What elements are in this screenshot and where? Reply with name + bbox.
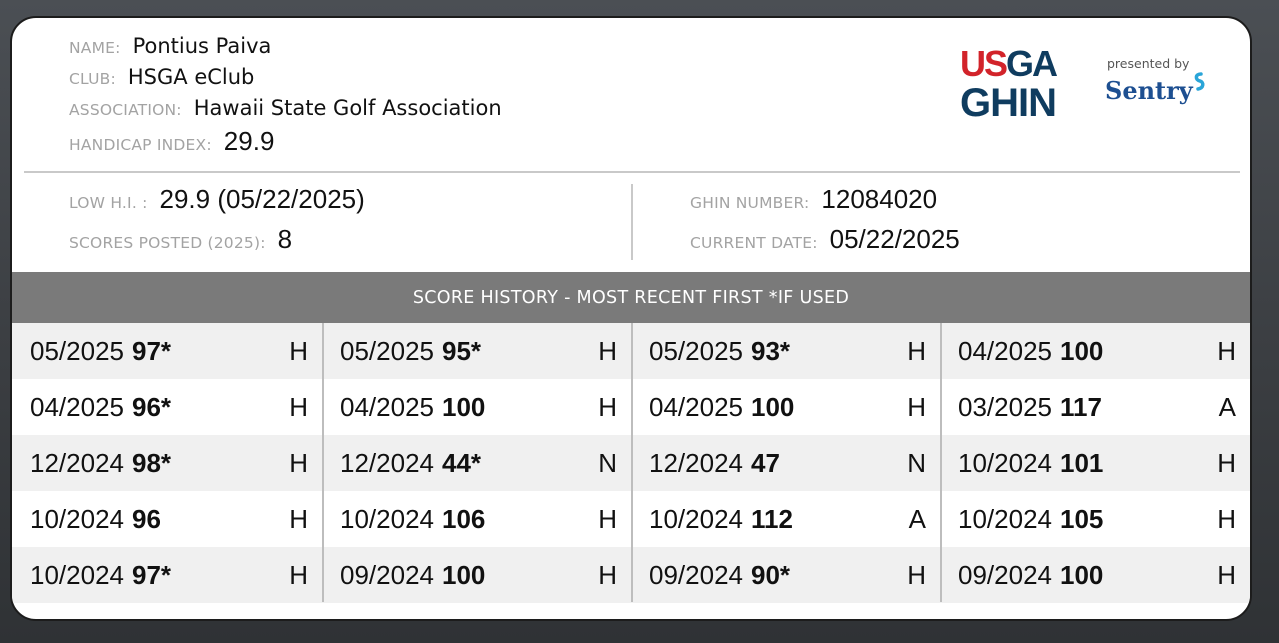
ghin-number-label: GHIN NUMBER: — [690, 194, 810, 212]
score-value: 98* — [131, 447, 172, 478]
score-date: 05/2025 — [30, 335, 124, 366]
score-type: H — [289, 447, 308, 478]
score-date: 10/2024 — [30, 559, 124, 590]
score-value: 93* — [750, 335, 791, 366]
score-date: 10/2024 — [958, 447, 1052, 478]
score-type: H — [289, 559, 308, 590]
low-hi-row — [69, 184, 365, 215]
score-cell — [322, 379, 631, 435]
ghin-wordmark: GHIN — [960, 81, 1056, 125]
score-type: N — [907, 447, 926, 478]
scores-posted-label: SCORES POSTED (2025): — [69, 234, 266, 252]
score-type: H — [907, 335, 926, 366]
score-date: 12/2024 — [340, 447, 434, 478]
score-value: 105 — [1059, 503, 1104, 534]
score-type: H — [289, 335, 308, 366]
score-cell — [12, 491, 322, 547]
score-type: A — [1218, 391, 1236, 422]
score-date: 12/2024 — [30, 447, 124, 478]
player-name: Pontius Paiva — [132, 34, 272, 58]
score-value: 106 — [441, 503, 486, 534]
score-type: H — [1217, 335, 1236, 366]
score-date: 10/2024 — [340, 503, 434, 534]
name-row — [69, 34, 271, 58]
score-cell — [940, 379, 1250, 435]
association-name: Hawaii State Golf Association — [193, 96, 502, 120]
score-date: 09/2024 — [649, 559, 743, 590]
scores-posted-row — [69, 224, 292, 255]
score-value: 112 — [750, 503, 793, 534]
score-type: H — [598, 391, 617, 422]
handicap-index-value: 29.9 — [223, 126, 275, 156]
usga-ghin-logo — [960, 43, 1070, 125]
score-cell — [940, 547, 1250, 603]
score-type: H — [1217, 503, 1236, 534]
score-type: H — [598, 559, 617, 590]
score-cell — [631, 323, 940, 379]
column-divider — [940, 323, 942, 602]
score-value: 95* — [441, 335, 482, 366]
score-value: 100 — [441, 559, 486, 590]
score-cell — [12, 435, 322, 491]
score-value: 100 — [750, 391, 795, 422]
score-value: 96 — [131, 503, 161, 534]
score-cell — [940, 435, 1250, 491]
score-cell — [631, 547, 940, 603]
score-date: 10/2024 — [30, 503, 124, 534]
handicap-card — [10, 16, 1252, 621]
score-cell — [12, 547, 322, 603]
score-date: 04/2025 — [649, 391, 743, 422]
score-date: 03/2025 — [958, 391, 1052, 422]
club-label: CLUB: — [69, 70, 116, 88]
score-date: 09/2024 — [340, 559, 434, 590]
score-type: H — [907, 559, 926, 590]
score-type: N — [598, 447, 617, 478]
association-label: ASSOCIATION: — [69, 101, 182, 119]
low-hi-label: LOW H.I. : — [69, 194, 148, 212]
ghin-number-value: 12084020 — [821, 184, 938, 214]
score-value: 97* — [131, 335, 172, 366]
score-date: 05/2025 — [649, 335, 743, 366]
score-date: 10/2024 — [958, 503, 1052, 534]
score-date: 05/2025 — [340, 335, 434, 366]
score-type: A — [908, 503, 926, 534]
stats-divider — [631, 184, 633, 260]
low-hi-value: 29.9 (05/22/2025) — [159, 184, 365, 214]
score-type: H — [598, 335, 617, 366]
score-type: H — [289, 391, 308, 422]
score-date: 04/2025 — [30, 391, 124, 422]
score-date: 10/2024 — [649, 503, 743, 534]
score-date: 04/2025 — [340, 391, 434, 422]
ghin-number-row — [690, 184, 937, 215]
score-value: 90* — [750, 559, 791, 590]
score-value: 97* — [131, 559, 172, 590]
score-value: 100 — [1059, 559, 1104, 590]
score-value: 117 — [1059, 391, 1102, 422]
handicap-row — [69, 126, 274, 157]
score-type: H — [907, 391, 926, 422]
club-row — [69, 65, 254, 89]
sentry-logo: Sentry — [1105, 76, 1193, 105]
current-date-label: CURRENT DATE: — [690, 234, 818, 252]
score-date: 09/2024 — [958, 559, 1052, 590]
score-cell — [322, 491, 631, 547]
header-divider — [24, 171, 1240, 173]
score-value: 100 — [441, 391, 486, 422]
presented-by-text: presented by — [1107, 56, 1190, 71]
score-cell — [322, 547, 631, 603]
score-value: 101 — [1059, 447, 1104, 478]
score-type: H — [289, 503, 308, 534]
score-cell — [631, 379, 940, 435]
handicap-label: HANDICAP INDEX: — [69, 136, 212, 154]
usga-wordmark: USGA — [960, 43, 1057, 84]
association-row — [69, 96, 502, 120]
name-label: NAME: — [69, 39, 121, 57]
score-date: 12/2024 — [649, 447, 743, 478]
column-divider — [322, 323, 324, 602]
score-type: H — [1217, 447, 1236, 478]
score-cell — [940, 323, 1250, 379]
score-value: 47 — [750, 447, 780, 478]
score-date: 04/2025 — [958, 335, 1052, 366]
sentry-swirl-icon — [1187, 71, 1209, 93]
scores-posted-value: 8 — [277, 224, 293, 254]
score-value: 44* — [441, 447, 482, 478]
score-cell — [322, 435, 631, 491]
score-cell — [12, 379, 322, 435]
score-value: 96* — [131, 391, 172, 422]
score-cell — [12, 323, 322, 379]
score-history-banner: SCORE HISTORY - MOST RECENT FIRST *IF USED — [12, 272, 1250, 323]
score-cell — [631, 491, 940, 547]
current-date-row — [690, 224, 960, 255]
current-date-value: 05/22/2025 — [829, 224, 960, 254]
score-value: 100 — [1059, 335, 1104, 366]
profile-section — [12, 18, 1250, 174]
club-name: HSGA eClub — [127, 65, 255, 89]
column-divider — [631, 323, 633, 602]
score-cell — [940, 491, 1250, 547]
score-cell — [322, 323, 631, 379]
score-type: H — [598, 503, 617, 534]
score-type: H — [1217, 559, 1236, 590]
score-cell — [631, 435, 940, 491]
